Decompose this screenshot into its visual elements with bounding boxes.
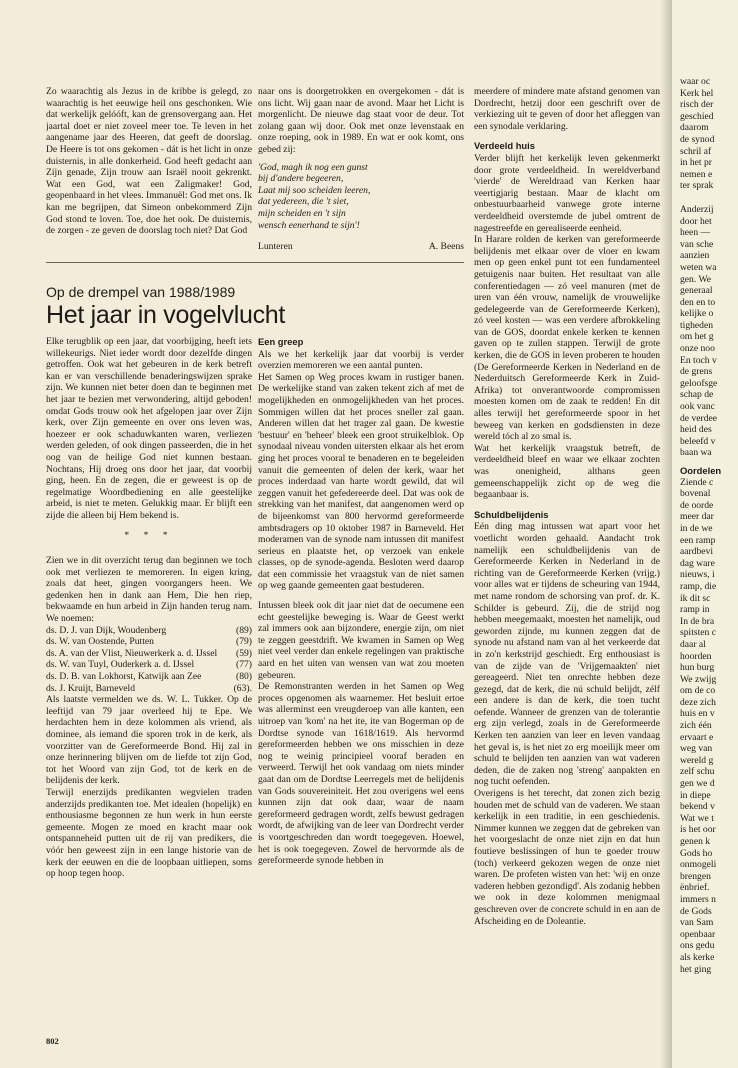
next-page-line: gen we d (680, 778, 715, 790)
next-page-line: hoorden (680, 650, 712, 662)
paragraph: Zien we in dit overzicht terug dan beginnen we toch ook met verliezen te memoreren. In eigen kring, zoals dat heet, gingen voorgangers heen. We gedenken hen in dank aan Hem, Die hen riep, bekwaamde en hun arbeid in Zijn handen terug nam. We noemen: (46, 555, 252, 625)
next-page-line: bekend v (680, 801, 715, 813)
next-page-line: deze zich (680, 696, 716, 708)
poem-line: dat yedereen, die 't siet, (258, 196, 349, 208)
place: Lunteren (258, 241, 293, 253)
signature-row (258, 241, 464, 253)
next-page-line: genen k (680, 836, 711, 847)
article-column-2 (258, 336, 464, 1026)
next-page-line: zich één (680, 720, 712, 732)
paragraph: De Remonstranten werden in het Samen op Weg proces opgenomen als waarnemer. Het besluit ertoe was allerminst een vreugderoep van alle kanten, een uitroep van 'kom' na het ite, ite van Bogerman op de Dordtse synode van 1618/1619. Als hervormd gereformeerden hebben we ons misschien in deze nog te weinig principieel vooraf beraden en verweerd. Terwijl het ook vandaag om niets minder gaat dan om de Dordtse Leerregels met de belijdenis van Gods souvereiniteit. Het zou overigens wel eens kunnen zijn dat ook daar, waar de naam gereformeerd gedragen wordt, zelfs bewust gedragen wordt, de afwijking van de leer van Dordrecht verder is voortgeschreden dan wordt toegegeven. Hoewel, het is ook toegegeven. Zowel de hervormde als de gereformeerde synode hebben in (258, 681, 464, 867)
article-column-1 (46, 336, 252, 1026)
next-page-line: generaal (680, 285, 713, 297)
poem-line: Laat mij soo scheiden leeren, (258, 184, 371, 196)
next-page-line: risch der (680, 99, 714, 111)
next-page-line: ik dit sc (680, 592, 711, 604)
next-page-line: schap de (680, 389, 714, 401)
next-page-line: ramp, die (680, 580, 717, 592)
next-page-line: daarom (680, 122, 709, 134)
paragraph: Eén ding mag intussen wat apart voor het voetlicht worden gehaald. Aandacht trok namelijk een schuldbelijdenis van de Gereformeerde Kerken in Nederland in de richting van de Gereformeerde Kerken (vrijg.) voor alles wat er tijdens de scheuring van 1944, met name rondom de schorsing van prof. dr. K. Schilder is gebeurd. Zij, die de strijd nog hebben meegemaakt, moesten het namelijk, oud geworden zijnde, nu kunnen zeggen dat de synode nu afstand nam van al het verkeerde dat in zo'n kerkstrijd geschiedt. Erg enthousiast is van de zijde van de 'Vrijgemaakten' niet gereageerd. Niet ten onrechte hebben deze gezegd, dat de kerk, die nú schuld belijdt, zélf een andere is dan de kerk, die toen tucht oefende. Wanneer de grenzen van de tolerantie erg zijn verlegd, zoals in de Gereformeerde Kerken ten aanzien van leer en leven vandaag het geval is, is het niet zo erg moeilijk meer om schuld te belijden ten aanzien van wat vaderen deden, die de zaken nog 'streng' aanpakten en nog tucht oefenden. (474, 521, 660, 788)
next-page-line: weg van (680, 743, 713, 755)
next-page-line: van sche (680, 238, 714, 250)
paragraph: Terwijl enerzijds predikanten wegvielen traden anderzijds predikanten toe. Met idealen (hopelijk) en enthousiasme begonnen ze hun werk in hun eerste gemeente. Mogen ze moed en kracht maar ook ontspanneheid putten uit de rij van predikers, die vóór hen geweest zijn in een lange historie van de kerk der eeuwen en die de loopbaan uitliepen, soms op hoop tegen hoop. (46, 786, 252, 880)
poem-line: wensch eenerhand te sijn'! (258, 219, 360, 231)
next-page-line: Ziende c (680, 476, 714, 488)
next-page-line: hun burg (680, 662, 715, 674)
next-page-line: ramp in (680, 604, 710, 616)
deceased-item: ds. A. van der Vlist, Nieuwerkerk a. d. IJssel (59) (46, 647, 252, 659)
next-page-line: de grens (680, 366, 713, 378)
article-column-3 (474, 86, 660, 1036)
next-page-line: Anderzij (680, 203, 714, 215)
next-page-line: in de we (680, 522, 713, 534)
paragraph: Intussen bleek ook dit jaar niet dat de oecumene een echt geestelijke beweging is. Waar de Geest werkt zal immers ook aan bijzondere, energie zijn, om niet te zeggen geestdrift. We kwamen in Samen op Weg niet veel verder dan enkele regelingen van praktische aard en het uiten van wensen van wat zou moeten gebeuren. (258, 600, 464, 681)
deceased-item: ds. W. van Tuyl, Ouderkerk a. d. IJssel (77) (46, 659, 252, 671)
next-page-line: ter sprak (680, 180, 714, 192)
paragraph: Elke terugblik op een jaar, dat voorbijging, heeft iets willekeurigs. Niet ieder wordt door dezelfde dingen getroffen. Ook wat het gebeuren in de kerk betreft kan er van verschillende benaderingswijzen sprake zijn. We kunnen niet beter doen dan te beginnen met het jaar te bezien met verwondering, altijd geboden! omdat Gods trouw ook het afgelopen jaar over Zijn kerk, over Zijn gemeente en over ons leven was, hoezeer er ook schaduwkanten waren, verliezen werden geleden, of ook dingen passeerden, die in het oog van de heilige God niet kunnen bestaan. Nochtans, Hij droeg ons door het jaar, dat voorbij ging, heen. En de zegen, die er geweest is op de regelmatige Woordbediening en alle geestelijke arbeid, is niet te meten. Gelukkig maar. Er blijft een zijde die alleen bij Hem bekend is. (46, 336, 252, 521)
next-page-line: Kerk hel (680, 87, 714, 99)
paragraph: Wat het kerkelijk vraagstuk betreft, de verdeeldheid bleef en waar we elkaar zochten was onenigheid, althans geen gemeenschappelijk zicht op de weg die begaanbaar is. (474, 442, 660, 501)
next-page-line: van Sam (680, 917, 714, 929)
next-page-line: dag ware (680, 557, 715, 569)
next-page-line: ervaart e (680, 731, 714, 743)
paragraph: Als we het kerkelijk jaar dat voorbij is verder overzien memoreren we een aantal punten. (258, 348, 464, 372)
paragraph: meerdere of mindere mate afstand genomen van Dordrecht, hetzij door een geschrift over de verkiezing uit te geven of door het afleggen van een synodale verklaring. (474, 86, 660, 132)
next-page-line: de synod (680, 133, 715, 145)
next-page-line: in het pr (680, 157, 712, 169)
next-page-line: brengen (680, 870, 711, 882)
next-page-line: aardbevi (680, 546, 714, 558)
next-page-line: En toch v (680, 354, 717, 366)
next-page-line: Gods ho (680, 847, 713, 859)
deceased-list (46, 625, 252, 695)
next-page-line: weten wa (680, 261, 717, 273)
paragraph: Het Samen op Weg proces kwam in rustiger banen. De werkelijke stand van zaken tekent zich af met de mogelijkheden en onmogelijkheden van het proces. Sommigen willen dat het proces sneller zal gaan. Anderen willen dat het trager zal gaan. De kwestie 'bestuur' en 'beheer' bleek een groot struikelblok. Op synodaal niveau vonden uitersten elkaar als het erom ging het proces vooral te benaderen en te begeleiden vanuit die gemeenten of delen der kerk, waar het proces inderdaad van harte wordt gewild, dat wil zeggen vanuit het gefedereerde deel. Dat was ook de strekking van het manifest, dat aangenomen werd op de bijeenkomst van 800 hervormd gereformeerde ambtsdragers op 10 oktober 1987 in Barneveld. Het moderamen van de synode nam intussen dit manifest serieus en plaatste het, op verzoek van enkele classes, op de synode-agenda. Besloten werd daarop dat een commissie het vraagstuk van de niet samen op weg gaande gemeenten gaat bestuderen. (258, 371, 464, 592)
next-page-line: immers n (680, 893, 716, 905)
paragraph: Overigens is het terecht, dat zonen zich bezig houden met de schuld van de vaderen. We staan kerkelijk in een traditie, in een geschiedenis. Nimmer kunnen we zeggen dat de gebreken van het voorgeslacht de onze niet zijn en dat hun foutieve beslissingen of hun te goeder trouw (toch) verkeerd gekozen wegen de onze niet waren. De profeten wisten van het: 'wij en onze vaderen hebben gezondigd'. Als zodanig hebben we ook in deze kolommen menigmaal geschreven over de concrete schuld in en aan de Afscheiding en de Doleantie. (474, 788, 660, 927)
article-headline: Het jaar in vogelvlucht (46, 301, 286, 329)
top-left-column (46, 86, 252, 256)
poem-line: mijn scheiden en 't sijn (258, 207, 346, 219)
next-page-line: tigheden (680, 319, 714, 331)
next-page-line: in diepe (680, 789, 711, 801)
deceased-item: ds. D. B. van Lokhorst, Katwijk aan Zee (80) (46, 671, 252, 683)
next-page-line: bovenal (680, 488, 711, 500)
next-page-line: meer dar (680, 511, 714, 523)
poem-line: bij d'andere begeeren, (258, 173, 344, 185)
page-gutter-shadow (660, 0, 672, 1068)
article-kicker: Op de drempel van 1988/1989 (46, 284, 236, 300)
next-page-line: zelf schu (680, 766, 715, 778)
page-number: 802 (46, 1036, 59, 1046)
next-page-line: waar oc (680, 76, 711, 87)
top-left-text: Zo waarachtig als Jezus in de kribbe is gelegd, zo waarachtig is het eeuwige heil ons geschonken. Wie dat werkelijk gelóóft, kan de grensovergang aan. Het jaartal doet er niet zoveel meer toe. Te leven in het aangename jaar des Heeren, dat geeft de doorslag. De Heere is tot ons gekomen - dát is het licht in onze duisternis, in alle donkerheid. God heeft gedacht aan Zijn genade, Zijn trouw aan Israël nooit gekrenkt. Wat een God, wat een Zaligmaker! God, geopenbaard in het vlees. Immanuël: God met ons. Ik kan me begrijpen, dat Simeon onbekommerd Zijn God stond te loven. Toe, doe het ook. De duisternis, de zorgen - ze geven de doorslag toch niet? Dat God (46, 86, 252, 237)
next-page-heading: Oordelen (680, 465, 722, 476)
paragraph: In Harare rolden de kerken van gereformeerde belijdenis met elkaar over de vloer en kwam men op geen enkel punt tot een fundamenteel getuigenis naar buiten. Het resultaat van alle conferentiedagen — zó veel manuren (met de uren van één vrouw, namelijk de vrouwelijke gedelegeerde van de Gereformeerde Kerken), zó veel kosten — was een verdere afbrokkeling van de GOS, doordat enkele kerken te kennen gaven op te zullen stappen. Terwijl de grote kerken, die de GOS in leven proberen te houden (De Gereformeerde Kerken in Nederland en de Nederduitsch Gereformeerde Kerk in Zuid-Afrika) tot onverantwoorde compromissen moesten komen om de zaak te redden! En dit alles terwijl het gereformeerde spoor in het beweeg van kerken en godsdiensten in deze wereld tóch al zo smal is. (474, 234, 660, 443)
next-page-line: om de co (680, 685, 716, 697)
next-page-fragment (672, 0, 738, 1068)
section-stars: * * * (124, 529, 174, 541)
gap (680, 192, 721, 204)
paragraph: Als laatste vermelden we ds. W. L. Tukker. Op de leeftijd van 79 jaar overleed hij te Epe. We herdachten hem in deze kolommen als vriend, als dominee, als iemand die sporen trok in de kerk, als voorzitter van de Gereformeerde Bond. Hij zal in onze herinnering blijven om de liefde tot zijn God, tot het Woord van zijn God, tot de kerk en de belijdenis der kerk. (46, 694, 252, 787)
next-page-line: heen — (680, 227, 711, 239)
paragraph: Verder blijft het kerkelijk leven gekenmerkt door grote verdeeldheid. In wereldverband 'vierde' de Wereldraad van Kerken haar veertigjarig bestaan. Maar de klacht om onbestuurbaarheid vanwege grote interne verdeeldheid overstemde de jubel omtrent de nagestreefde en gerealiseerde eenheid. (474, 152, 660, 234)
next-page-line: aanzien (680, 250, 710, 262)
next-page-line: geloofsge (680, 377, 718, 389)
next-page-line: onmogeli (680, 859, 717, 871)
next-page-line: om het g (680, 331, 714, 343)
next-page-line: een ramp (680, 534, 716, 546)
deceased-item: ds. J. Kruijt, Barneveld (63). (46, 682, 252, 694)
next-page-line: ons gedu (680, 940, 715, 952)
next-page-line: den en to (680, 296, 716, 308)
next-page-line: de oorde (680, 499, 714, 511)
next-page-line: nieuws, i (680, 569, 715, 581)
next-page-line: de verdee (680, 412, 718, 424)
subheading-een-greep: Een greep (258, 336, 304, 347)
next-page-line: openbaar (680, 928, 716, 940)
next-page-line: als kerke (680, 951, 715, 963)
next-page-line: huis en v (680, 708, 715, 720)
next-page-line: door het (680, 215, 712, 227)
poem (258, 162, 464, 232)
next-page-line: daar al (680, 638, 706, 650)
next-page-line: schril af (680, 145, 712, 157)
next-page-line: beleefd v (680, 435, 716, 447)
next-page-line: Wat we t (680, 812, 714, 824)
section-divider (46, 262, 464, 263)
next-page-column (680, 76, 721, 975)
deceased-item: ds. W. van Oostende, Putten (79) (46, 636, 252, 648)
subheading-schuldbelijdenis: Schuldbelijdenis (474, 508, 549, 520)
next-page-line: de Gods (680, 905, 712, 917)
next-page-line: ook vanc (680, 401, 715, 413)
poem-line: 'God, magh ik nog een gunst (258, 161, 368, 173)
next-page-line: het ging (680, 963, 712, 975)
next-page-line: baan wa (680, 447, 712, 459)
subheading-verdeeld-huis: Verdeeld huis (474, 140, 535, 152)
next-page-line: We zwijg (680, 673, 717, 685)
deceased-item: ds. D. J. van Dijk, Woudenberg (89) (46, 624, 252, 636)
next-page-line: nemen e (680, 168, 713, 180)
next-page-line: wereld g (680, 754, 714, 766)
next-page-line: heid des (680, 424, 712, 436)
top-middle-text: naar ons is doorgetrokken en overgekomen - dát is ons licht. Wij gaan naar de avond. Maar het Licht is morgenlicht. De nieuwe dag staat voor de deur. Tot zolang gaan wij door. Ook met onze levenstaak en onze roeping, ook in 1989. En wat er ook komt, ons gebed zij: (258, 86, 464, 155)
author: A. Beens (428, 241, 464, 253)
next-page-line: is het oor (680, 824, 716, 836)
next-page-line: spitsten c (680, 627, 716, 639)
next-page-line: onze noo (680, 343, 715, 355)
next-page-line: gen. We (680, 273, 712, 285)
next-page-line: In de bra (680, 615, 715, 627)
next-page-line: ënbrief. (680, 882, 710, 894)
next-page-line: geschied (680, 110, 714, 122)
top-middle-column (258, 86, 464, 258)
next-page-line: kelijke o (680, 308, 714, 320)
